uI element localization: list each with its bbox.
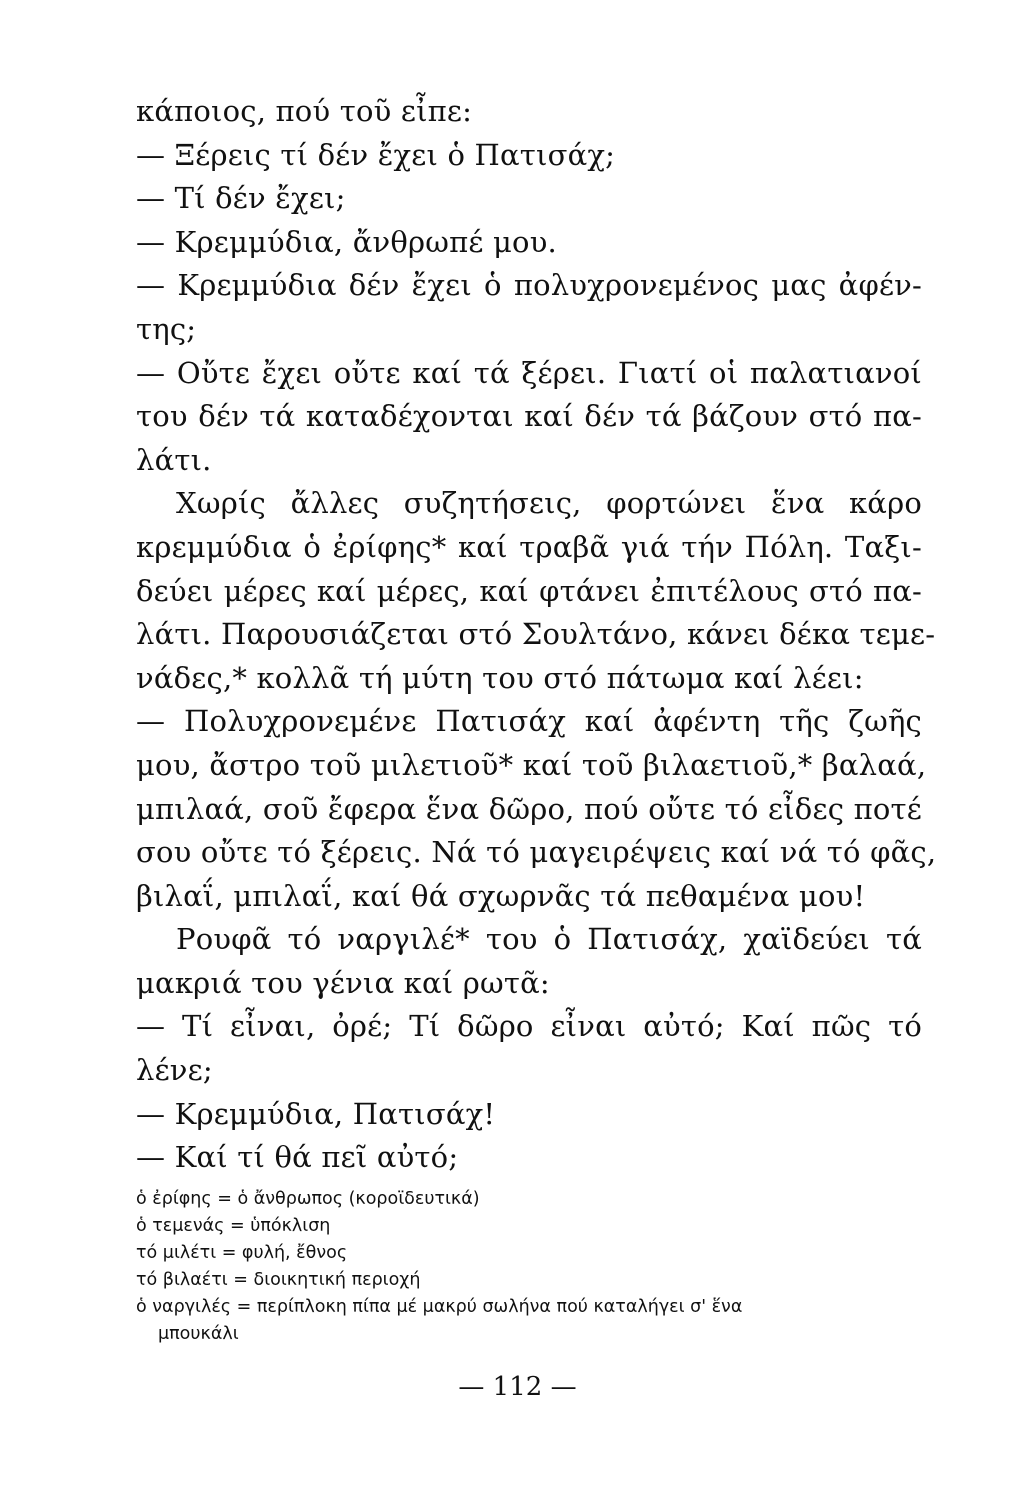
dialogue-line: — Τί εἶναι, ὀρέ; Τί δῶρο εἶναι αὐτό; Καί πῶς τό (136, 1009, 922, 1044)
text-line: δεύει μέρες καί μέρες, καί φτάνει ἐπιτέλους στό πα- (136, 573, 922, 608)
dialogue-line: — Κρεμμύδια, Πατισάχ! (136, 1096, 496, 1131)
paragraph-start-line: Ρουφᾶ τό ναργιλέ* του ὁ Πατισάχ, χαϊδεύει τά (176, 922, 922, 957)
dialogue-line: — Ξέρεις τί δέν ἔχει ὁ Πατισάχ; (136, 137, 616, 172)
text-line: σου οὔτε τό ξέρεις. Νά τό μαγειρέψεις καί νά τό φᾶς, (136, 835, 937, 870)
footnote-continuation: μπουκάλι (158, 1323, 239, 1344)
dialogue-line: — Κρεμμύδια, ἄνθρωπέ μου. (136, 224, 557, 259)
dialogue-line: — Τί δέν ἔχει; (136, 181, 346, 216)
page-number: — 112 — (458, 1372, 577, 1402)
footnote: ὁ ἐρίφης = ὁ ἄνθρωπος (κοροϊδευτικά) (136, 1188, 480, 1209)
text-line: μακριά του γένια καί ρωτᾶ: (136, 965, 550, 1000)
text-line: λάτι. (136, 442, 212, 477)
text-line: κάποιος, πού τοῦ εἶπε: (136, 94, 473, 128)
text-line: βιλαΐ, μπιλαΐ, καί θά σχωρνᾶς τά πεθαμένα μου! (136, 878, 866, 913)
dialogue-line: — Οὔτε ἔχει οὔτε καί τά ξέρει. Γιατί οἱ παλατιανοί (136, 355, 922, 390)
footnote: τό μιλέτι = φυλή, ἔθνος (136, 1242, 348, 1263)
text-line: λάτι. Παρουσιάζεται στό Σουλτάνο, κάνει δέκα τεμε- (136, 617, 936, 652)
text-line: μου, ἄστρο τοῦ μιλετιοῦ* καί τοῦ βιλαετιοῦ,* βαλαά, (136, 747, 927, 782)
page-body (136, 90, 937, 1348)
text-line: λένε; (136, 1053, 213, 1088)
footnote: τό βιλαέτι = διοικητική περιοχή (136, 1269, 421, 1290)
footnote: ὁ τεμενάς = ὑπόκλιση (136, 1215, 331, 1236)
paragraph-start-line: Χωρίς ἄλλες συζητήσεις, φορτώνει ἕνα κάρο (176, 486, 922, 521)
text-line: μπιλαά, σοῦ ἔφερα ἕνα δῶρο, πού οὔτε τό εἶδες ποτέ (136, 791, 922, 826)
dialogue-line: — Πολυχρονεμένε Πατισάχ καί ἀφέντη τῆς ζωῆς (136, 704, 922, 739)
text-line: της; (136, 311, 197, 346)
dialogue-line: — Κρεμμύδια δέν ἔχει ὁ πολυχρονεμένος μας ἀφέν- (136, 268, 922, 303)
dialogue-line: — Καί τί θά πεῖ αὐτό; (136, 1140, 459, 1175)
text-line: νάδες,* κολλᾶ τή μύτη του στό πάτωμα καί λέει: (136, 660, 864, 695)
footnotes (136, 1186, 922, 1348)
text-line: κρεμμύδια ὁ ἐρίφης* καί τραβᾶ γιά τήν Πόλη. Ταξι- (136, 529, 922, 564)
main-text (136, 90, 937, 1180)
text-line: του δέν τά καταδέχονται καί δέν τά βάζουν στό πα- (136, 399, 922, 434)
footnote: ὁ ναργιλές = περίπλοκη πίπα μέ μακρύ σωλήνα πού καταλήγει σ' ἕνα (136, 1296, 743, 1317)
